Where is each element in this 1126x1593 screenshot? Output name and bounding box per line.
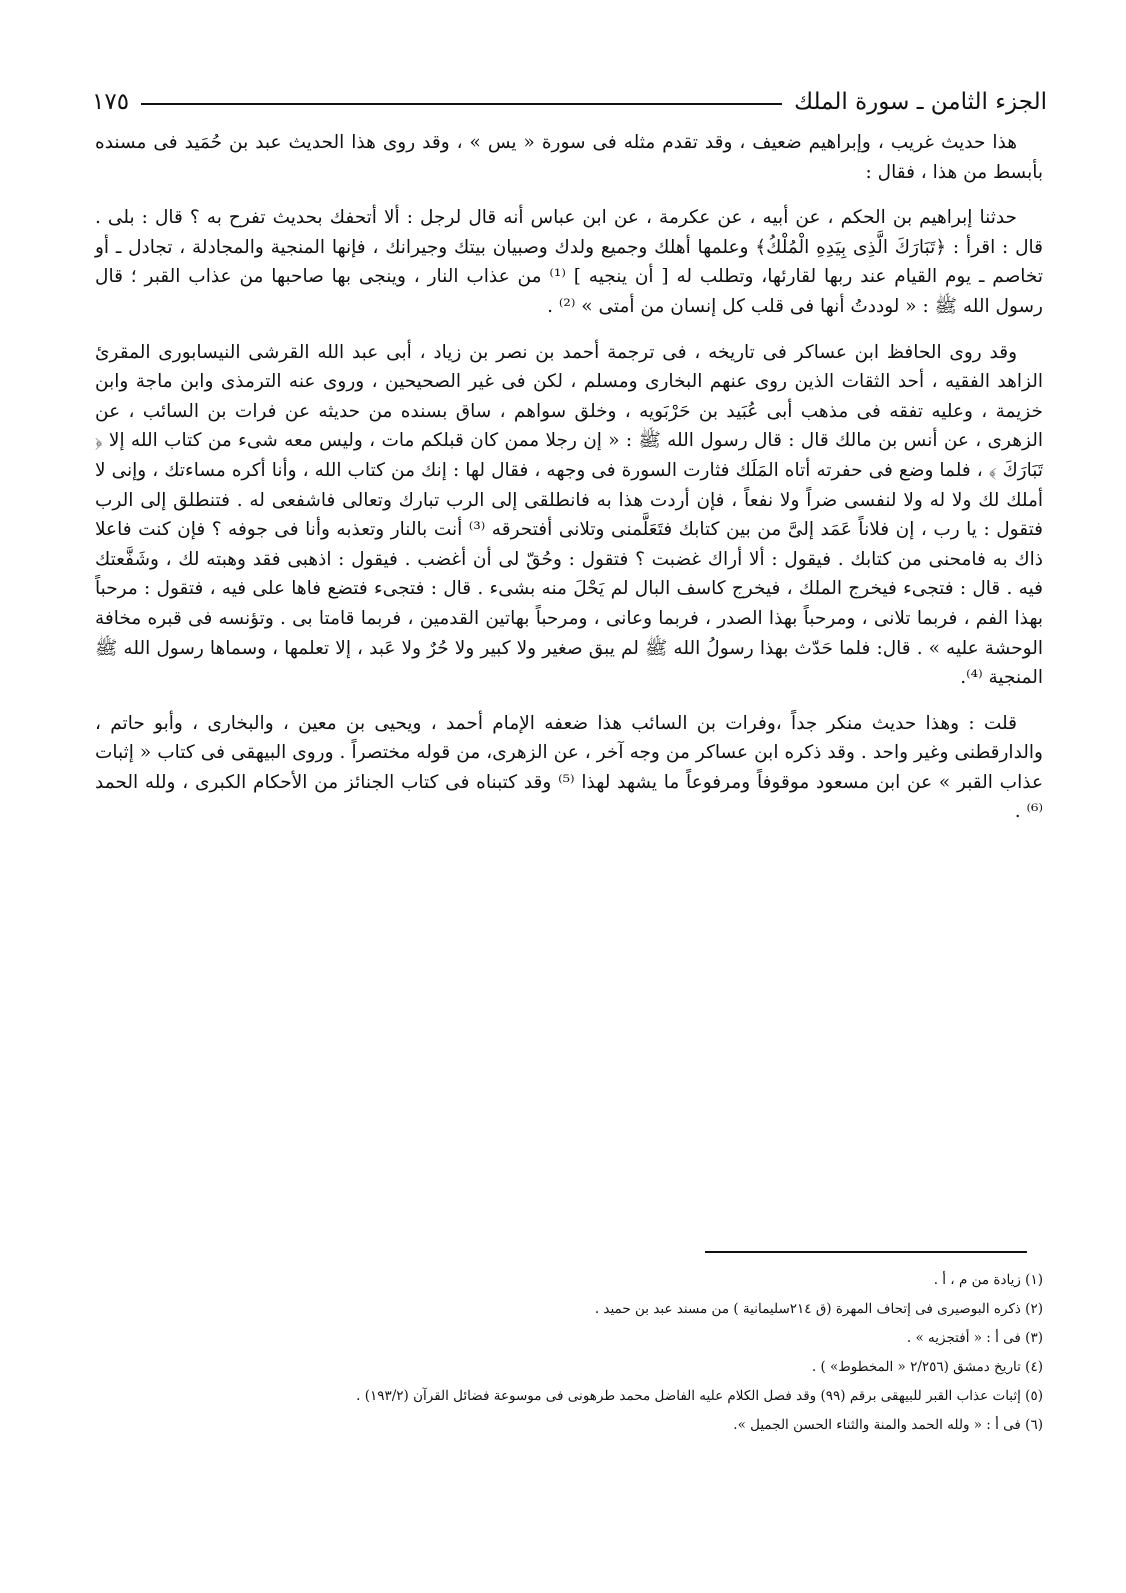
paragraph: قلت : وهذا حديث منكر جداً ،وفرات بن السائب هذا ضعفه الإمام أحمد ، ويحيى بن معين ، والبخارى ، وأبو حاتم ، والدارقطنى وغير واحد . وقد ذكره ابن عساكر من وجه آخر ، عن الزهرى، من قوله مختصراً . وروى البيهقى فى كتاب « إثبات عذاب القبر » عن ابن مسعود موقوفاً ومرفوعاً ما يشهد لهذا ⁽⁵⁾ وقد كتبناه فى كتاب الجنائز من الأحكام الكبرى ، ولله الحمد ⁽⁶⁾ . bbox=[95, 712, 1043, 823]
main-text bbox=[95, 128, 1043, 843]
page-header bbox=[92, 80, 1047, 124]
header-rule bbox=[141, 103, 782, 105]
paragraph: هذا حديث غريب ، وإبراهيم ضعيف ، وقد تقدم مثله فى سورة « يس » ، وقد روى هذا الحديث عبد بن حُمَيد فى مسنده بأبسط من هذا ، فقال : bbox=[95, 132, 1043, 183]
footnote: (١) زيادة من م ، أ . bbox=[933, 1272, 1043, 1288]
footnote: (٥) إثبات عذاب القبر للبيهقى برقم (٩٩) وقد فصل الكلام عليه الفاضل محمد طرهونى فى موسوعة فضائل القرآن (١٩٣/٢) . bbox=[356, 1388, 1043, 1404]
footnote: (٦) فى أ : « ولله الحمد والمنة والثناء الحسن الجميل ». bbox=[733, 1417, 1043, 1433]
footnotes bbox=[95, 1266, 1043, 1440]
footnote: (٢) ذكره البوصيرى فى إتحاف المهرة (ق ٢١٤سليمانية ) من مسند عبد بن حميد . bbox=[594, 1301, 1043, 1317]
paragraph: وقد روى الحافظ ابن عساكر فى تاريخه ، فى ترجمة أحمد بن نصر بن زياد ، أبى عبد الله القرشى النيسابورى المقرئ الزاهد الفقيه ، أحد الثقات الذين روى عنهم البخارى ومسلم ، لكن فى غير الصحيحين ، وروى عنه الترمذى وابن ماجة وابن خزيمة ، وعليه تفقه فى مذهب أبى عُبَيد بن حَرْبَويه ، وخلق سواهم ، ساق بسنده من حديثه عن فرات بن السائب ، عن الزهرى ، عن أنس بن مالك قال : قال رسول الله ﷺ : « إن رجلا ممن كان قبلكم مات ، وليس معه شىء من كتاب الله إلا ﴿ تَبَارَكَ ﴾ ، فلما وضع فى حفرته أتاه المَلَك فثارت السورة فى وجهه ، فقال لها : إنك من كتاب الله ، وأنا أكره مساءتك ، وإنى لا أملك لك ولا له ولا لنفسى ضراً ولا نفعاً ، فإن أردت هذا به فانطلقى إلى الرب تبارك وتعالى فاشفعى له . فتنطلق إلى الرب فتقول : يا رب ، إن فلاناً عَمَد إلىَّ من بين كتابك فتَعَلَّمنى وتلانى أفتحرقه ⁽³⁾ أنت بالنار وتعذبه وأنا فى جوفه ؟ فإن كنت فاعلا ذاك به فامحنى من كتابك . فيقول : ألا أراك غضبت ؟ فتقول : وحُقّ لى أن أغضب . فيقول : اذهبى فقد وهبته لك ، وشَفَّعتك فيه . قال : فتجىء فيخرج الملك ، فيخرج كاسف البال لم يَحْلَ منه بشىء . قال : فتجىء فتضع فاها على فيه ، فتقول : مرحباً بهذا الفم ، فربما تلانى ، ومرحباً بهذا الصدر ، فربما وعانى ، ومرحباً بهاتين القدمين ، فربما قامتا بى . وتؤنسه فى قبره مخافة الوحشة عليه » . قال: فلما حَدّث بهذا رسولُ الله ﷺ لم يبق صغير ولا كبير ولا حُرٌ ولا عَبد ، إلا تعلمها ، وسماها رسول الله ﷺ المنجية ⁽⁴⁾. bbox=[95, 341, 1043, 689]
footnote: (٣) فى أ : « أفتجزيه » . bbox=[906, 1330, 1043, 1346]
running-title: الجزء الثامن ـ سورة الملك bbox=[794, 89, 1047, 115]
paragraph: حدثنا إبراهيم بن الحكم ، عن أبيه ، عن عكرمة ، عن ابن عباس أنه قال لرجل : ألا أتحفك بحديث تفرح به ؟ قال : بلى . قال : اقرأ : ﴿تَبَارَكَ الَّذِى بِيَدِهِ الْمُلْكُ﴾ وعلمها أهلك وجميع ولدك وصبيان بيتك وجيرانك ، فإنها المنجية والمجادلة ، تجادل ـ أو تخاصم ـ يوم القيام عند ربها لقارئها، وتطلب له [ أن ينجيه ] ⁽¹⁾ من عذاب النار ، وينجى بها صاحبها من عذاب القبر ؛ قال رسول الله ﷺ : « لوددتُ أنها فى قلب كل إنسان من أمتى » ⁽²⁾ . bbox=[95, 207, 1043, 317]
page-number: ١٧٥ bbox=[92, 89, 130, 115]
footnote: (٤) تاريخ دمشق (٢/٢٥٦ « المخطوط» ) . bbox=[811, 1359, 1043, 1375]
footnote-separator bbox=[705, 1251, 1027, 1253]
